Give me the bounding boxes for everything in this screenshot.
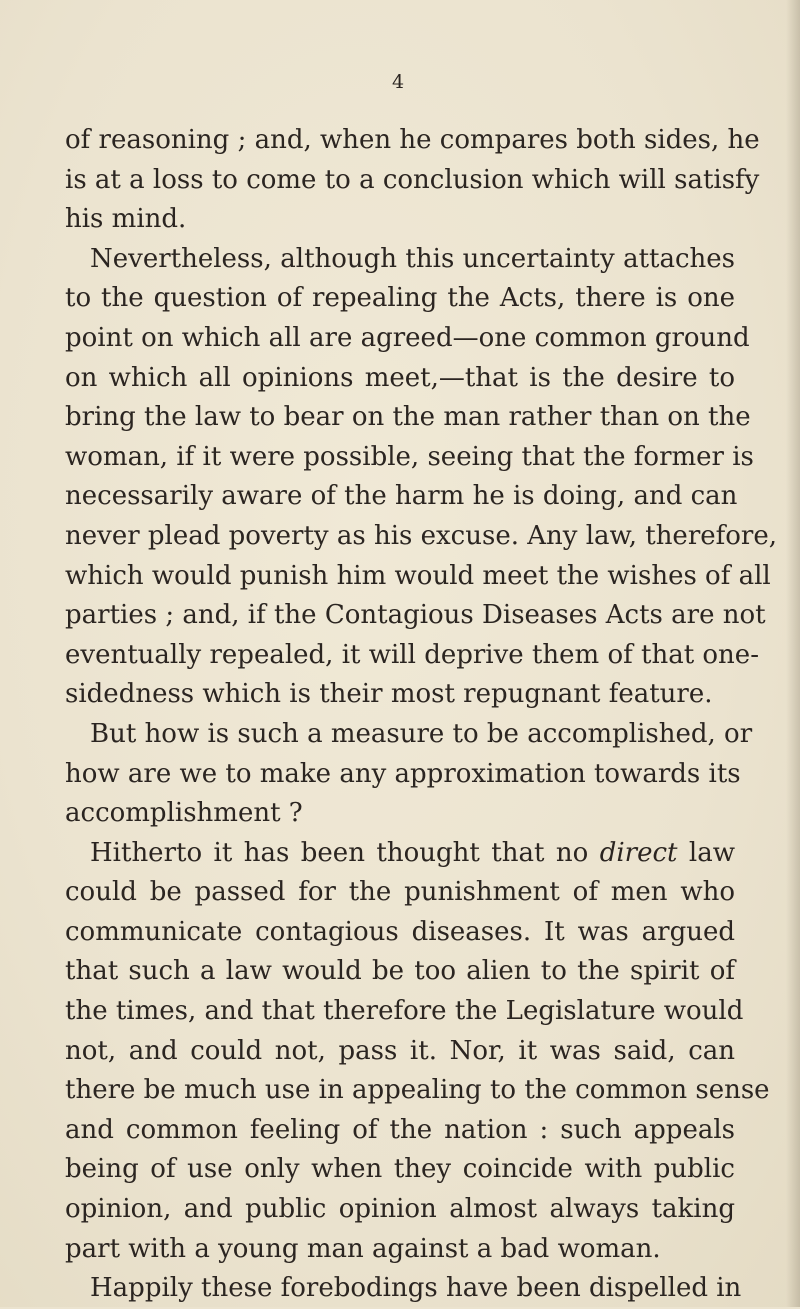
text-line: eventually repealed, it will deprive them of that one-: [65, 639, 759, 670]
text-line: accomplishment ?: [65, 798, 303, 829]
text-line: But how is such a measure to be accomplished, or: [90, 718, 753, 749]
text-line: and common feeling of the nation : such appeals: [65, 1114, 735, 1145]
text-line: to the question of repealing the Acts, there is one: [65, 283, 735, 314]
text-line: point on which all are agreed—one common ground: [65, 322, 750, 353]
text-line: being of use only when they coincide with public: [65, 1154, 735, 1185]
body-text: [65, 121, 777, 1309]
text-line: never plead poverty as his excuse. Any law, therefore,: [65, 520, 777, 551]
text-line: sidedness which is their most repugnant feature.: [65, 679, 713, 710]
text-line: opinion, and public opinion almost always taking: [65, 1194, 735, 1225]
page-number: 4: [392, 71, 405, 93]
text-line: Happily these forebodings have been dispelled in: [90, 1273, 742, 1304]
text-line: necessarily aware of the harm he is doing, and can: [65, 481, 738, 512]
text-line: communicate contagious diseases. It was argued: [65, 916, 735, 947]
text-line: parties ; and, if the Contagious Diseases Acts are not: [65, 600, 766, 631]
text-line: is at a loss to come to a conclusion which will satisfy: [65, 164, 760, 195]
text-line: part with a young man against a bad woman.: [65, 1233, 661, 1264]
text-line: could be passed for the punishment of men who: [65, 877, 735, 908]
text-line: Nevertheless, although this uncertainty attaches: [90, 243, 735, 274]
text-line: on which all opinions meet,—that is the desire to: [65, 362, 735, 393]
text-line: there be much use in appealing to the common sense: [65, 1075, 770, 1106]
text-line: not, and could not, pass it. Nor, it was said, can: [65, 1035, 735, 1066]
text-line: his mind.: [65, 204, 187, 235]
text-line: how are we to make any approximation towards its: [65, 758, 741, 789]
text-line: the times, and that therefore the Legislature would: [65, 996, 744, 1027]
text-line: bring the law to bear on the man rather than on the: [65, 402, 751, 433]
text-line: Hitherto it has been thought that no direct law: [90, 837, 735, 868]
text-line: that such a law would be too alien to the spirit of: [65, 956, 735, 987]
page-edge-shadow: [786, 0, 800, 1307]
text-line: which would punish him would meet the wishes of all: [65, 560, 771, 591]
text-line: woman, if it were possible, seeing that the former is: [65, 441, 754, 472]
text-line: of reasoning ; and, when he compares both sides, he: [65, 125, 760, 155]
